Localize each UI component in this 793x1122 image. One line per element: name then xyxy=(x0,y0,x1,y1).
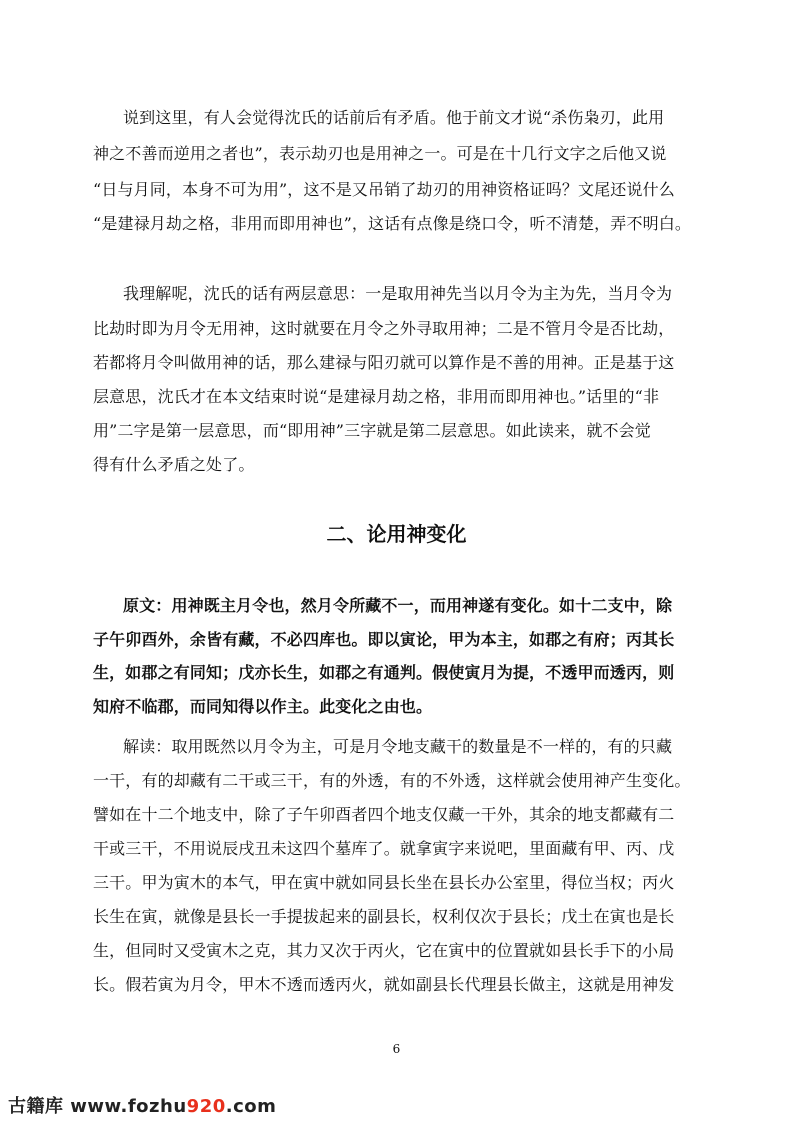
original-text-line-1: 原文：用神既主月令也，然月令所藏不一，而用神遂有变化。如十二支中，除 xyxy=(123,596,673,615)
commentary-line-8: 长。假若寅为月令，甲木不透而透丙火，就如副县长代理县长做主，这就是用神发 xyxy=(93,975,675,994)
commentary-line-5: 三干。甲为寅木的本气，甲在寅中就如同县长坐在县长办公室里，得位当权；丙火 xyxy=(93,873,675,892)
page-number: 6 xyxy=(392,1042,401,1056)
paragraph-2-line-6: 得有什么矛盾之处了。 xyxy=(93,455,255,474)
paragraph-2-line-2: 比劫时即为月令无用神，这时就要在月令之外寻取用神；二是不管月令是否比劫， xyxy=(93,319,675,338)
site-url xyxy=(70,1096,276,1117)
original-text-line-3: 生，如郡之有同知；戊亦长生，如郡之有通判。假使寅月为提，不透甲而透丙，则 xyxy=(93,663,675,682)
original-text-line-2: 子午卯酉外，余皆有藏，不必四库也。即以寅论，甲为本主，如郡之有府；丙其长 xyxy=(93,630,675,649)
commentary-line-2: 一干，有的却藏有二干或三干，有的外透，有的不外透，这样就会使用神产生变化。 xyxy=(93,771,691,790)
paragraph-2-line-1: 我理解呢，沈氏的话有两层意思：一是取用神先当以月令为主为先，当月令为 xyxy=(123,284,673,303)
commentary-line-4: 干或三干，不用说辰戌丑未这四个墓库了。就拿寅字来说吧，里面藏有甲、丙、戊 xyxy=(93,839,675,858)
commentary-line-7: 生，但同时又受寅木之克，其力又次于丙火，它在寅中的位置就如县长手下的小局 xyxy=(93,941,675,960)
original-text-line-4: 知府不临郡，而同知得以作主。此变化之由也。 xyxy=(93,697,433,716)
site-url-prefix: www.fozhu xyxy=(70,1096,187,1117)
section-title: 二、论用神变化 xyxy=(326,522,467,546)
commentary-line-3: 譬如在十二个地支中，除了子午卯酉者四个地支仅藏一干外，其余的地支都藏有二 xyxy=(93,805,675,824)
paragraph-1-line-4: “是建禄月劫之格，非用而即用神也”，这话有点像是绕口令，听不清楚，弄不明白。 xyxy=(93,214,692,233)
site-url-number: 920 xyxy=(186,1096,226,1117)
commentary-line-1: 解读：取用既然以月令为主，可是月令地支藏干的数量是不一样的，有的只藏 xyxy=(123,737,673,756)
site-watermark xyxy=(8,1092,276,1118)
commentary-line-6: 长生在寅，就像是县长一手提拔起来的副县长，权利仅次于县长；戊土在寅也是长 xyxy=(93,907,675,926)
site-url-suffix: .com xyxy=(225,1096,277,1117)
paragraph-1-line-1: 说到这里，有人会觉得沈氏的话前后有矛盾。他于前文才说“杀伤枭刃，此用 xyxy=(123,108,665,127)
paragraph-2-line-3: 若都将月令叫做用神的话，那么建禄与阳刃就可以算作是不善的用神。正是基于这 xyxy=(93,353,675,372)
site-name: 古籍库 xyxy=(8,1096,64,1117)
paragraph-1-line-3: “日与月同，本身不可为用”，这不是又吊销了劫刃的用神资格证吗？文尾还说什么 xyxy=(93,180,675,199)
paragraph-2-line-5: 用”二字是第一层意思，而“即用神”三字就是第二层意思。如此读来，就不会觉 xyxy=(93,421,651,440)
paragraph-2-line-4: 层意思，沈氏才在本文结束时说“是建禄月劫之格，非用而即用神也。”话里的“非 xyxy=(93,387,660,406)
paragraph-1-line-2: 神之不善而逆用之者也”，表示劫刃也是用神之一。可是在十几行文字之后他又说 xyxy=(93,144,667,163)
